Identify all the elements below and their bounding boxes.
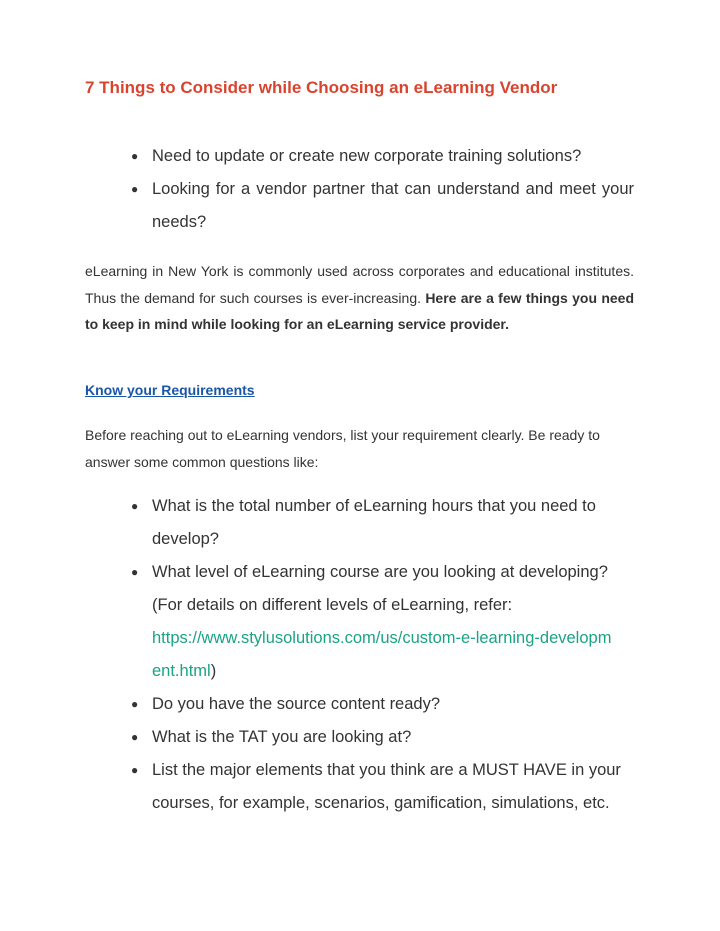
- list-item-text: Looking for a vendor partner that can understand and meet your needs?: [152, 180, 634, 231]
- list-item: [85, 754, 634, 820]
- intro-paragraph-bold-text: Here are a few things you need to keep in mind while looking for an eLearning service provider.: [85, 289, 635, 332]
- list-item-suffix: ): [210, 662, 217, 680]
- list-item-text: Do you have the source content ready?: [152, 695, 441, 713]
- section-heading-link[interactable]: Know your Requirements: [85, 382, 255, 398]
- bullet-icon: ●: [131, 499, 139, 513]
- bullet-icon: ●: [131, 182, 139, 196]
- document-title: 7 Things to Consider while Choosing an eLearning Vendor: [85, 78, 558, 97]
- list-item: [85, 140, 634, 173]
- intro-paragraph: [85, 258, 634, 338]
- intro-paragraph-text: eLearning in New York is commonly used across corporates and educational institutes. Thus the demand for such courses is ever-increasing.: [85, 263, 634, 306]
- questions-bullet-list: [85, 490, 634, 820]
- section-paragraph: Before reaching out to eLearning vendors, list your requirement clearly. Be ready to answer some common questions like:: [85, 427, 600, 470]
- bullet-icon: ●: [131, 149, 139, 163]
- bullet-icon: ●: [131, 763, 139, 777]
- list-item-text: List the major elements that you think are a MUST HAVE in your courses, for example, scenarios, gamification, simulations, etc.: [152, 761, 621, 812]
- list-item-text: Need to update or create new corporate training solutions?: [152, 147, 582, 165]
- bullet-icon: ●: [131, 730, 139, 744]
- list-item-text: What is the total number of eLearning hours that you need to develop?: [152, 497, 596, 548]
- bullet-icon: ●: [131, 565, 139, 579]
- list-item: [85, 688, 634, 721]
- list-item: [85, 173, 634, 239]
- list-item-text: What level of eLearning course are you looking at developing? (For details on different levels of eLearning, refer:: [152, 563, 608, 614]
- bullet-icon: ●: [131, 697, 139, 711]
- details-url-link[interactable]: https://www.stylusolutions.com/us/custom-e-learning-developm ent.html: [152, 629, 612, 680]
- list-item: [85, 490, 634, 556]
- list-item: [85, 721, 634, 754]
- list-item: [85, 556, 634, 688]
- list-item-text: What is the TAT you are looking at?: [152, 728, 412, 746]
- intro-bullet-list: [85, 140, 634, 239]
